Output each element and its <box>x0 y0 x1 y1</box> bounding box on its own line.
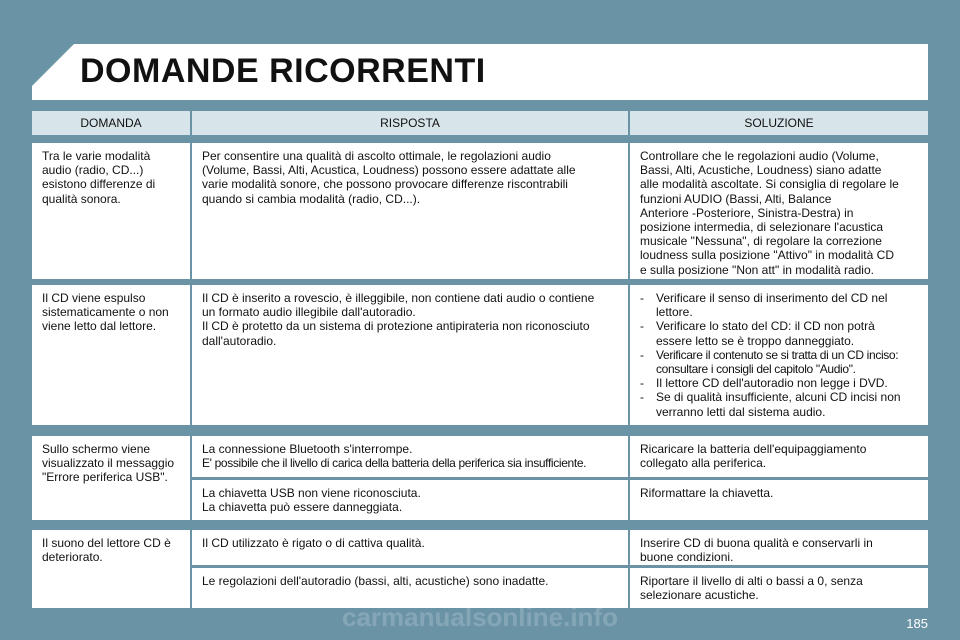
row3b-answer <box>192 480 628 520</box>
text-line: Anteriore -Posteriore, Sinistra-Destra) in <box>640 205 854 220</box>
row2-solution <box>630 285 928 425</box>
text-line: esistono differenze di <box>42 177 156 192</box>
text-line: funzioni AUDIO (Bassi, Alti, Balance <box>640 191 832 206</box>
page-number: 185 <box>906 616 928 631</box>
text-line: Il CD utilizzato è rigato o di cattiva qualità. <box>202 536 425 550</box>
text-line: - Se di qualità insufficiente, alcuni CD incisi non <box>656 390 901 405</box>
watermark: carmanualsonline.info <box>342 602 618 632</box>
text-line: Bassi, Alti, Acustiche, Loudness) siano adatte <box>640 163 882 178</box>
text-line: loudness sulla posizione "Attivo" in modalità CD <box>640 248 894 263</box>
text-line: collegato alla periferica. <box>640 456 767 471</box>
row4a-solution <box>630 530 928 565</box>
text-line: lettore. <box>656 305 693 320</box>
header-question: DOMANDA <box>32 111 190 135</box>
text-line: Inserire CD di buona qualità e conservarli in <box>640 536 873 550</box>
text-line: Riportare il livello di alti o bassi a 0, senza <box>640 574 863 588</box>
text-line: La chiavetta può essere danneggiata. <box>202 500 403 515</box>
text-line: Riformattare la chiavetta. <box>640 486 774 500</box>
text-line: selezionare acustiche. <box>640 588 759 603</box>
text-line: La chiavetta USB non viene riconosciuta. <box>202 486 421 500</box>
row4a-answer <box>192 530 628 565</box>
text-line: alle modalità ascoltate. Si consiglia di regolare le <box>640 177 899 192</box>
row3b-solution <box>630 480 928 520</box>
text-line: deteriorato. <box>42 550 103 565</box>
row1-answer <box>192 143 628 279</box>
header-solution: SOLUZIONE <box>630 111 928 135</box>
row2-answer <box>192 285 628 425</box>
text-line: e sulla posizione "Non att" in modalità radio. <box>640 262 874 277</box>
text-line: quando si cambia modalità (radio, CD...). <box>202 191 421 206</box>
text-line: - Verificare il senso di inserimento del CD nel <box>656 291 888 305</box>
bullet-item <box>640 390 916 418</box>
text-line: consultare i consigli del capitolo "Audio". <box>656 362 856 377</box>
text-line: visualizzato il messaggio <box>42 456 175 471</box>
text-line: dall'autoradio. <box>202 333 277 348</box>
row3a-solution <box>630 436 928 477</box>
text-line: "Errore periferica USB". <box>42 470 168 485</box>
text-line: (Volume, Bassi, Alti, Acustica, Loudness) possono essere adattate alle <box>202 163 576 178</box>
row2-question <box>32 285 190 425</box>
row1-solution <box>630 143 928 279</box>
text-line: Il CD è protetto da un sistema di protezione antipirateria non riconosciuto <box>202 319 590 334</box>
text-line: - Il lettore CD dell'autoradio non legge i DVD. <box>656 376 888 391</box>
text-line: Ricaricare la batteria dell'equipaggiamento <box>640 442 867 456</box>
text-line: Controllare che le regolazioni audio (Volume, <box>640 149 879 163</box>
text-line: varie modalità sonore, che possono provocare differenze riscontrabili <box>202 177 568 192</box>
bullet-item <box>640 348 916 376</box>
text-line: un formato audio illegibile dall'autoradio. <box>202 305 416 320</box>
text-line: La connessione Bluetooth s'interrompe. <box>202 442 413 456</box>
text-line: verranno letti dal sistema audio. <box>656 404 826 419</box>
bullet-item <box>640 376 916 390</box>
text-line: musicale "Nessuna", di regolare la correzione <box>640 234 882 249</box>
text-line: viene letto dal lettore. <box>42 319 157 334</box>
text-line: - Verificare il contenuto se si tratta di un CD inciso: <box>656 347 899 362</box>
text-line: Sullo schermo viene <box>42 442 151 456</box>
text-line: posizione intermedia, di selezionare l'acustica <box>640 220 884 235</box>
text-line: E' possibile che il livello di carica della batteria della periferica sia insufficiente. <box>202 456 587 471</box>
text-line: essere letto se è troppo danneggiato. <box>656 333 855 348</box>
header-answer: RISPOSTA <box>192 111 628 135</box>
bullet-item <box>640 291 916 319</box>
text-line: Per consentire una qualità di ascolto ottimale, le regolazioni audio <box>202 149 551 163</box>
text-line: sistematicamente o non <box>42 305 169 320</box>
text-line: audio (radio, CD...) <box>42 163 144 178</box>
text-line: Il suono del lettore CD è <box>42 536 171 550</box>
text-line: Il CD è inserito a rovescio, è illeggibile, non contiene dati audio o contiene <box>202 291 595 305</box>
text-line: - Verificare lo stato del CD: il CD non potrà <box>656 319 875 334</box>
text-line: Tra le varie modalità <box>42 149 151 163</box>
row3a-answer <box>192 436 628 477</box>
text-line: qualità sonora. <box>42 191 121 206</box>
text-line: buone condizioni. <box>640 550 734 565</box>
page-title: DOMANDE RICORRENTI <box>80 52 486 90</box>
row4-question <box>32 530 190 608</box>
text-line: Il CD viene espulso <box>42 291 146 305</box>
row3-question <box>32 436 190 520</box>
text-line: Le regolazioni dell'autoradio (bassi, alti, acustiche) sono inadatte. <box>202 574 549 588</box>
row1-question <box>32 143 190 279</box>
bullet-item <box>640 319 916 347</box>
